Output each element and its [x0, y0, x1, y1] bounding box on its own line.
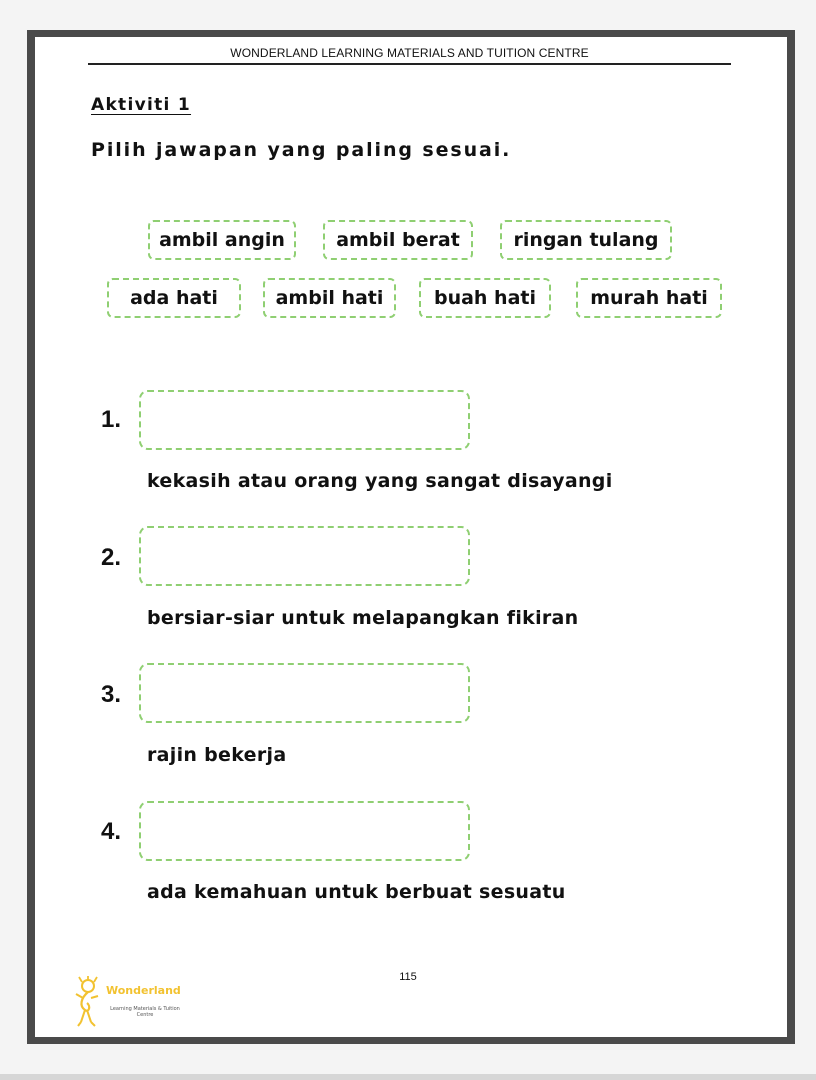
answer-box[interactable] — [139, 801, 470, 861]
answer-box[interactable] — [139, 663, 470, 723]
answer-box[interactable] — [139, 526, 470, 586]
wonderland-logo — [73, 976, 193, 1028]
logo-tagline: Learning Materials & Tuition Centre — [110, 1006, 180, 1018]
header-divider — [88, 63, 731, 65]
question-meaning: ada kemahuan untuk berbuat sesuatu — [147, 881, 566, 903]
word-chip[interactable]: ambil berat — [323, 220, 473, 260]
page-header: WONDERLAND LEARNING MATERIALS AND TUITION CENTRE — [230, 46, 589, 60]
page-number: 115 — [399, 971, 417, 983]
question-meaning: kekasih atau orang yang sangat disayangi — [147, 470, 613, 492]
question-meaning: bersiar-siar untuk melapangkan fikiran — [147, 607, 579, 629]
logo-name: Wonderland — [106, 984, 181, 997]
word-chip[interactable]: buah hati — [419, 278, 551, 318]
wonderland-mascot-icon — [73, 976, 103, 1028]
activity-instruction: Pilih jawapan yang paling sesuai. — [91, 139, 512, 161]
word-chip[interactable]: ambil hati — [263, 278, 396, 318]
question-number: 3. — [101, 681, 122, 708]
question-meaning: rajin bekerja — [147, 744, 287, 766]
question-number: 2. — [101, 544, 122, 571]
word-chip[interactable]: ringan tulang — [500, 220, 672, 260]
word-chip[interactable]: ada hati — [107, 278, 241, 318]
word-chip[interactable]: ambil angin — [148, 220, 296, 260]
question-number: 4. — [101, 818, 122, 845]
activity-title: Aktiviti 1 — [91, 95, 192, 115]
question-number: 1. — [101, 406, 122, 433]
bottom-bar — [0, 1074, 816, 1080]
word-chip[interactable]: murah hati — [576, 278, 722, 318]
answer-box[interactable] — [139, 390, 470, 450]
